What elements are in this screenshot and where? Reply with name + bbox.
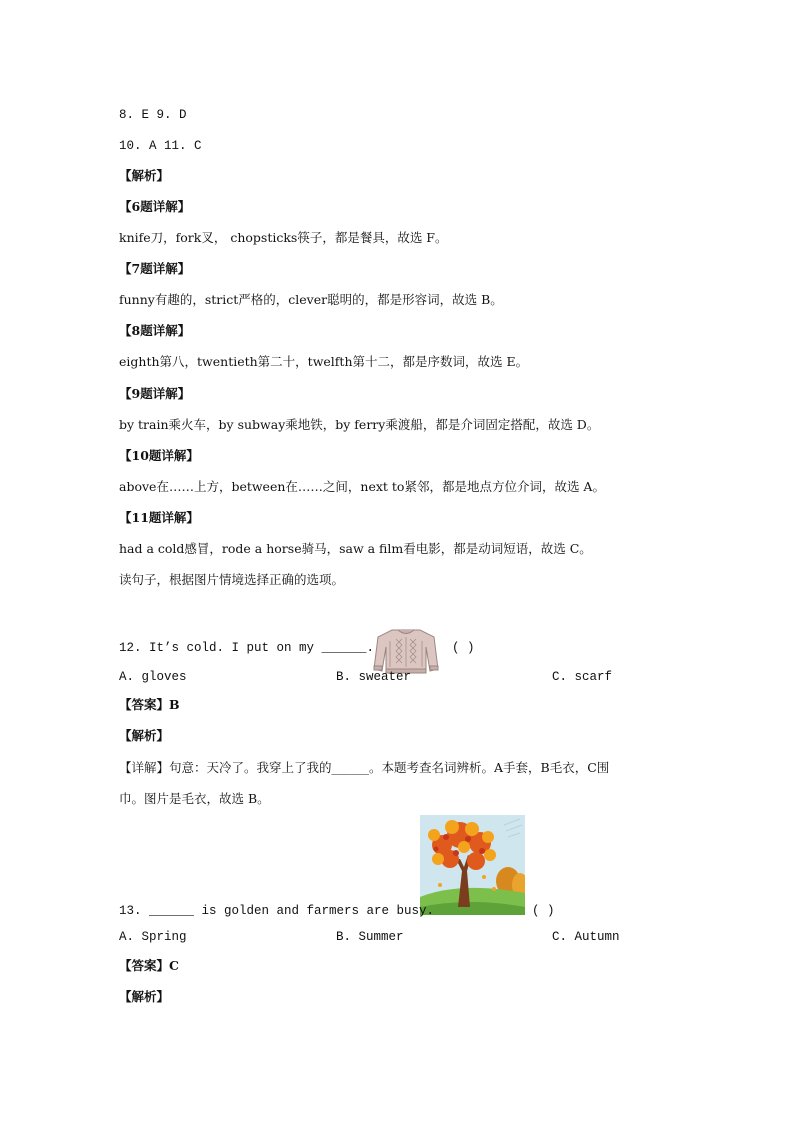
q13-stem: 13. ______ is golden and farmers are busy. bbox=[119, 904, 435, 918]
q12-option-a: A. gloves bbox=[119, 670, 187, 684]
q7-detail-heading: 【7题详解】 bbox=[119, 261, 191, 276]
q9-detail-heading: 【9题详解】 bbox=[119, 386, 191, 401]
q10-detail-heading: 【10题详解】 bbox=[119, 448, 199, 463]
q7-detail-text: funny有趣的，strict严格的，clever聪明的，都是形容词，故选 B。 bbox=[119, 292, 503, 307]
q13-answer: 【答案】C bbox=[119, 958, 179, 973]
q8-detail-heading: 【8题详解】 bbox=[119, 323, 191, 338]
q11-detail-text: had a cold感冒，rode a horse骑马，saw a film看电影，都是动词短语，故选 C。 bbox=[119, 541, 592, 556]
q12-detail-line1: 【详解】句意：天冷了。我穿上了我的______。本题考查名词辨析。A手套，B毛衣，C围 bbox=[119, 760, 610, 775]
analysis-heading: 【解析】 bbox=[119, 168, 170, 183]
q12-option-b: B. sweater bbox=[336, 670, 412, 684]
q13-option-a: A. Spring bbox=[119, 930, 187, 944]
q9-detail-text: by train乘火车，by subway乘地铁，by ferry乘渡船，都是介词固定搭配，故选 D。 bbox=[119, 417, 600, 432]
answer-line-10-11: 10. A 11. C bbox=[119, 139, 202, 153]
q13-option-c: C. Autumn bbox=[552, 930, 620, 944]
q8-detail-text: eighth第八，twentieth第二十，twelfth第十二，都是序数词，故选 E。 bbox=[119, 354, 529, 369]
q11-detail-heading: 【11题详解】 bbox=[119, 510, 199, 525]
q12-answer: 【答案】B bbox=[119, 697, 180, 712]
q10-detail-text: above在……上方，between在……之间，next to紧邻，都是地点方位介词，故选 A。 bbox=[119, 479, 605, 494]
autumn-tree-icon bbox=[420, 815, 525, 915]
q12-analysis-heading: 【解析】 bbox=[119, 728, 170, 743]
q13-option-b: B. Summer bbox=[336, 930, 404, 944]
q12-detail-line2: 巾。图片是毛衣，故选 B。 bbox=[119, 791, 270, 806]
q6-detail-text: knife刀，fork叉， chopsticks筷子，都是餐具，故选 F。 bbox=[119, 230, 448, 245]
section-instruction: 读句子，根据图片情境选择正确的选项。 bbox=[119, 572, 345, 587]
q12-stem: 12. It’s cold. I put on my ______. bbox=[119, 641, 375, 655]
q13-bracket: ( ) bbox=[532, 904, 555, 918]
answer-line-8-9: 8. E 9. D bbox=[119, 108, 187, 122]
q13-analysis-heading: 【解析】 bbox=[119, 989, 170, 1004]
q12-option-c: C. scarf bbox=[552, 670, 613, 684]
q12-bracket: ( ) bbox=[452, 641, 475, 655]
q6-detail-heading: 【6题详解】 bbox=[119, 199, 191, 214]
